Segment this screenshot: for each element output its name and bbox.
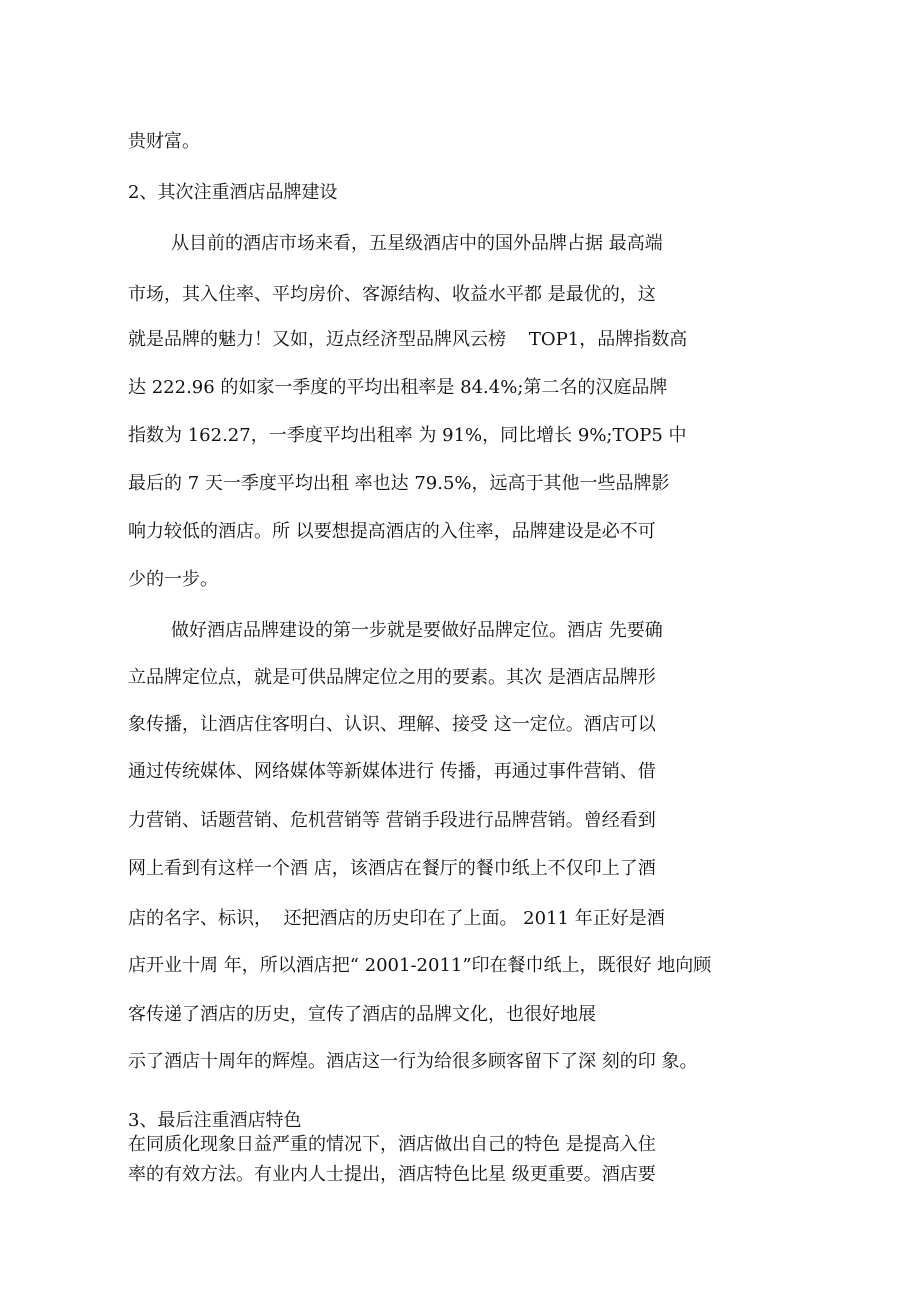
text-line: 客传递了酒店的历史，宣传了酒店的品牌文化，也很好地展	[128, 1004, 596, 1025]
text-line: 达 222.96 的如家一季度的平均出租率是 84.4%;第二名的汉庭品牌	[128, 377, 668, 398]
text-line: 少的一步。	[128, 569, 218, 590]
text-line: 店的名字、标识， 还把酒店的历史印在了上面。 2011 年正好是酒	[128, 908, 665, 929]
paragraph-first-line: 从目前的酒店市场来看，五星级酒店中的国外品牌占据 最高端	[171, 233, 663, 254]
text-line: 立品牌定位点，就是可供品牌定位之用的要素。其次 是酒店品牌形	[128, 667, 656, 688]
section-heading: 2、其次注重酒店品牌建设	[128, 182, 338, 203]
paragraph-first-line: 做好酒店品牌建设的第一步就是要做好品牌定位。酒店 先要确	[171, 620, 663, 641]
text-line: 通过传统媒体、网络媒体等新媒体进行 传播，再通过事件营销、借	[128, 761, 656, 782]
text-line: 店开业十周 年，所以酒店把“ 2001-2011”印在餐巾纸上，既很好 地向顾	[128, 955, 712, 976]
text-line: 在同质化现象日益严重的情况下，酒店做出自己的特色 是提高入住	[128, 1134, 656, 1155]
text-line: 力营销、话题营销、危机营销等 营销手段进行品牌营销。曾经看到	[128, 810, 656, 831]
text-line: 网上看到有这样一个酒 店，该酒店在餐厅的餐巾纸上不仅印上了酒	[128, 858, 656, 879]
text-line: 就是品牌的魅力！又如，迈点经济型品牌风云榜 TOP1，品牌指数高	[128, 329, 688, 350]
text-line: 率的有效方法。有业内人士提出，酒店特色比星 级更重要。酒店要	[128, 1164, 656, 1185]
section-heading: 3、最后注重酒店特色	[128, 1110, 302, 1131]
text-line: 响力较低的酒店。所 以要想提高酒店的入住率，品牌建设是必不可	[128, 521, 656, 542]
text-line: 指数为 162.27，一季度平均出租率 为 91%，同比增长 9%;TOP5 中	[128, 425, 687, 446]
text-line: 贵财富。	[128, 131, 200, 152]
text-line: 市场，其入住率、平均房价、客源结构、收益水平都 是最优的，这	[128, 284, 656, 305]
text-line: 示了酒店十周年的辉煌。酒店这一行为给很多顾客留下了深 刻的印 象。	[128, 1051, 698, 1072]
text-line: 最后的 7 天一季度平均出租 率也达 79.5%，远高于其他一些品牌影	[128, 473, 670, 494]
text-line: 象传播，让酒店住客明白、认识、理解、接受 这一定位。酒店可以	[128, 714, 656, 735]
